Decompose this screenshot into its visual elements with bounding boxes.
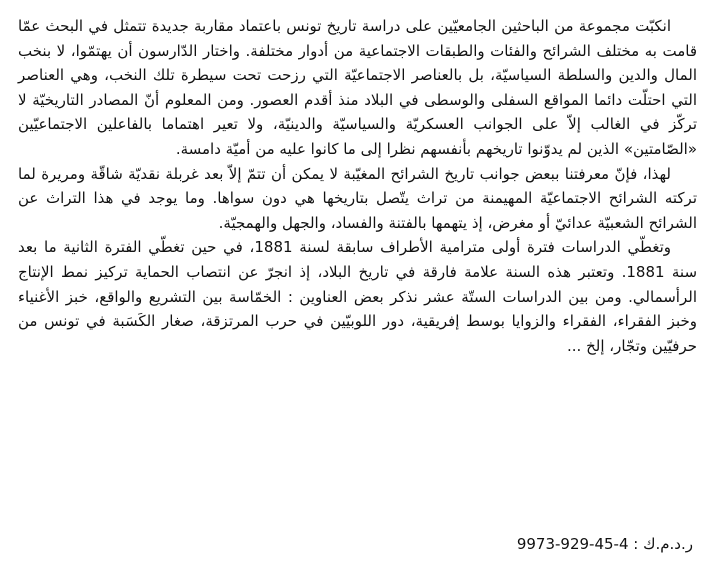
- book-description: [18, 14, 697, 358]
- isbn-label: ر.د.م.ك :: [633, 535, 693, 553]
- isbn-number: 9973-929-45-4: [516, 535, 629, 553]
- paragraph-intro: انكبّت مجموعة من الباحثين الجامعيّين على دراسة تاريخ تونس باعتماد مقاربة جديدة تتمثل في البحث عمّا قامت به مختلف الشرائح والفئات والطبقات الاجتماعية من أدوار مختلفة. واختار الدّارسون أن يهتمّوا، لا بنخب المال والدين والسلطة السياسيّة، بل بالعناصر الاجتماعيّة التي رزحت تحت سيطرة تلك النخب، وهي العناصر التي احتلّت دائما المواقع السفلى والوسطى في البلاد منذ أقدم العصور. ومن المعلوم أنّ المصادر التاريخيّة لا تركّز في الغالب إلاّ على الجوانب العسكريّة والسياسيّة والدينيّة، ولا تعير اهتماما بالفاعلين الاجتماعيّين «الصّامتين» الذين لم يدوّنوا تاريخهم بأنفسهم نظرا إلى ما كانوا عليه من أميّة دامسة.: [18, 17, 697, 158]
- paragraph-studies: وتغطّي الدراسات فترة أولى مترامية الأطراف سابقة لسنة 1881، في حين تغطّي الفترة الثانية ما بعد سنة 1881. وتعتبر هذه السنة علامة فارقة في تاريخ البلاد، إذ انجرّ عن انتصاب الحماية تركيز نمط الإنتاج الرأسمالي. ومن بين الدراسات الستّة عشر نذكر بعض العناوين : الخمّاسة بين التشريع والواقع، خبز الأغنياء وخبز الفقراء، الفقراء والزوايا بوسط إفريقية، دور اللوبيّين في حرب المرتزقة، صغار الكَسَبة في تونس من حرفيّين وتجّار، إلخ ...: [18, 238, 698, 355]
- paragraph-sources: لهذا، فإنّ معرفتنا ببعض جوانب تاريخ الشرائح المغيّبة لا يمكن أن تتمّ إلاّ بعد غربلة نقديّة شاقّة ومريرة لما تركته الشرائح الاجتماعيّة المهيمنة من تراث يتّصل بتاريخها هي دون سواها. وما يوجد في هذا التراث عن الشرائح الشعبيّة عدائيّ أو مغرض، إذ يتهمها بالفتنة والفساد، والجهل والهمجيّة.: [18, 164, 697, 232]
- isbn-line: [517, 532, 693, 556]
